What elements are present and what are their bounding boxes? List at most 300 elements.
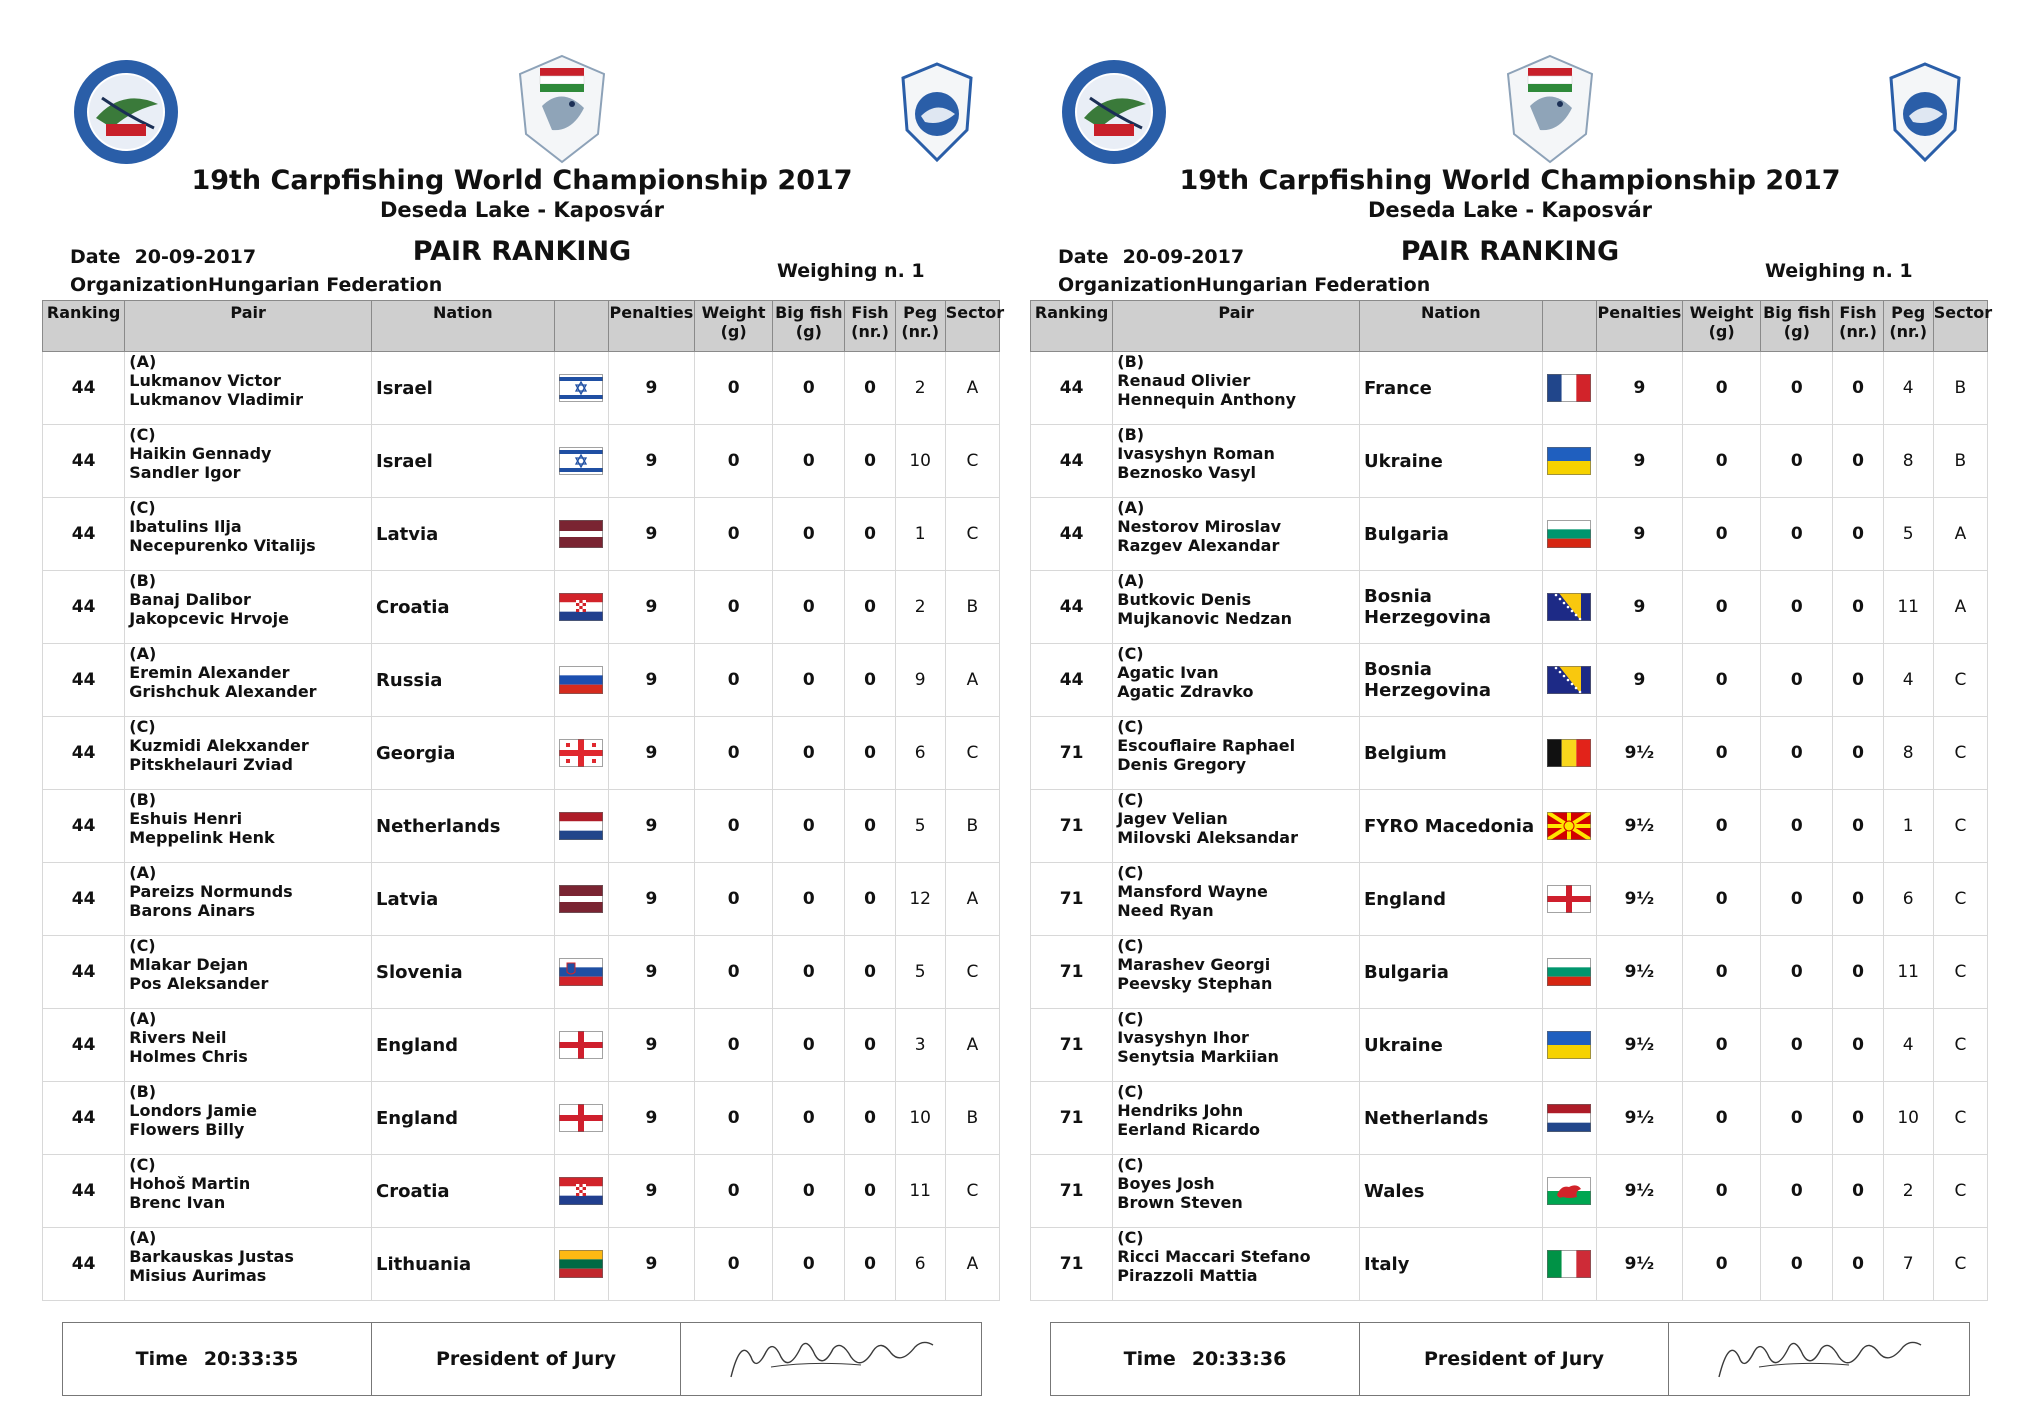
rank-cell: 44 xyxy=(43,571,125,644)
pair-group: (A) xyxy=(1117,498,1145,517)
header-flag xyxy=(554,301,608,352)
pair-member-2: Brown Steven xyxy=(1117,1193,1243,1212)
fish-cell: 0 xyxy=(1833,498,1883,571)
sector-cell: C xyxy=(945,717,999,790)
table-row xyxy=(43,644,1000,717)
penalties-cell: 9 xyxy=(1596,644,1682,717)
pair-cell xyxy=(1113,1155,1360,1228)
pair-cell xyxy=(125,644,372,717)
big-fish-cell: 0 xyxy=(1761,717,1833,790)
latvia-flag-icon xyxy=(559,520,603,548)
big-fish-cell: 0 xyxy=(773,863,845,936)
rank-cell: 44 xyxy=(1031,352,1113,425)
fish-cell: 0 xyxy=(845,498,895,571)
date-label: Date xyxy=(1058,246,1109,268)
time-label: Time xyxy=(135,1348,188,1370)
pair-member-1: Eshuis Henri xyxy=(129,809,243,828)
nation-cell: Croatia xyxy=(372,571,555,644)
table-row xyxy=(43,863,1000,936)
table-row xyxy=(43,425,1000,498)
pair-member-1: Boyes Josh xyxy=(1117,1174,1215,1193)
weight-cell: 0 xyxy=(1683,717,1761,790)
big-fish-cell: 0 xyxy=(773,1082,845,1155)
rank-cell: 71 xyxy=(1031,1228,1113,1301)
signature-icon xyxy=(711,1327,951,1392)
championship-logo-icon xyxy=(1500,50,1600,170)
pair-member-1: Haikin Gennady xyxy=(129,444,272,463)
nation-cell: Netherlands xyxy=(1360,1082,1543,1155)
ukraine-flag-icon xyxy=(1547,1031,1591,1059)
penalties-cell: 9 xyxy=(608,1228,694,1301)
nation-cell: Wales xyxy=(1360,1155,1543,1228)
table-row xyxy=(43,1009,1000,1082)
pair-member-2: Pos Aleksander xyxy=(129,974,269,993)
weight-cell: 0 xyxy=(695,1155,773,1228)
peg-cell: 5 xyxy=(1883,498,1933,571)
rank-cell: 44 xyxy=(1031,644,1113,717)
time-cell xyxy=(1051,1323,1360,1395)
pair-cell xyxy=(1113,352,1360,425)
fish-cell: 0 xyxy=(1833,790,1883,863)
slovenia-flag-icon xyxy=(559,958,603,986)
sector-cell: C xyxy=(1933,717,1987,790)
weight-cell: 0 xyxy=(695,863,773,936)
mohosz-logo-icon xyxy=(897,60,977,166)
pair-member-2: Barons Ainars xyxy=(129,901,256,920)
israel-flag-icon xyxy=(559,447,603,475)
peg-cell: 4 xyxy=(1883,1009,1933,1082)
flag-cell xyxy=(1542,863,1596,936)
table-header-row xyxy=(43,301,1000,352)
nation-cell: England xyxy=(372,1082,555,1155)
sector-cell: C xyxy=(945,498,999,571)
nation-cell: Ukraine xyxy=(1360,1009,1543,1082)
nation-cell: Ukraine xyxy=(1360,425,1543,498)
pair-cell xyxy=(1113,1082,1360,1155)
rank-cell: 44 xyxy=(43,352,125,425)
pair-member-2: Flowers Billy xyxy=(129,1120,245,1139)
fish-cell: 0 xyxy=(1833,571,1883,644)
pair-cell xyxy=(125,1228,372,1301)
sector-cell: C xyxy=(945,936,999,1009)
flag-cell xyxy=(1542,352,1596,425)
peg-cell: 10 xyxy=(1883,1082,1933,1155)
pair-member-2: Misius Aurimas xyxy=(129,1266,267,1285)
pair-member-2: Pirazzoli Mattia xyxy=(1117,1266,1258,1285)
flag-cell xyxy=(554,352,608,425)
organization-label: Organization xyxy=(70,274,209,296)
england-flag-icon xyxy=(559,1031,603,1059)
big-fish-cell: 0 xyxy=(1761,1228,1833,1301)
pair-member-1: Agatic Ivan xyxy=(1117,663,1219,682)
pair-group: (C) xyxy=(1117,1228,1144,1247)
weight-cell: 0 xyxy=(695,352,773,425)
header-pair: Pair xyxy=(125,301,372,352)
georgia-flag-icon xyxy=(559,739,603,767)
jury-label: President of Jury xyxy=(1424,1348,1604,1370)
header-fish: Fish (nr.) xyxy=(845,301,895,352)
big-fish-cell: 0 xyxy=(773,1155,845,1228)
rank-cell: 44 xyxy=(43,717,125,790)
pair-member-1: Barkauskas Justas xyxy=(129,1247,294,1266)
table-row xyxy=(43,1228,1000,1301)
pair-cell xyxy=(125,790,372,863)
organization-line xyxy=(1058,274,1430,296)
table-header-row xyxy=(1031,301,1988,352)
table-row xyxy=(1031,498,1988,571)
weight-cell: 0 xyxy=(695,425,773,498)
fish-cell: 0 xyxy=(845,790,895,863)
time-value: 20:33:35 xyxy=(203,1348,299,1370)
weighing-number: Weighing n. 1 xyxy=(777,260,925,282)
header-pair: Pair xyxy=(1113,301,1360,352)
penalties-cell: 9½ xyxy=(1596,863,1682,936)
weight-cell: 0 xyxy=(1683,1155,1761,1228)
weight-cell: 0 xyxy=(1683,352,1761,425)
pair-member-2: Hennequin Anthony xyxy=(1117,390,1297,409)
nation-cell: Bosnia Herzegovina xyxy=(1360,644,1543,717)
fish-cell: 0 xyxy=(1833,1155,1883,1228)
pair-member-2: Peevsky Stephan xyxy=(1117,974,1273,993)
signature-cell xyxy=(681,1323,981,1395)
date-value: 20-09-2017 xyxy=(1122,246,1245,268)
peg-cell: 2 xyxy=(895,352,945,425)
pair-member-2: Grishchuk Alexander xyxy=(129,682,317,701)
weighing-number: Weighing n. 1 xyxy=(1765,260,1913,282)
pair-group: (C) xyxy=(1117,717,1144,736)
fish-cell: 0 xyxy=(845,1009,895,1082)
fish-cell: 0 xyxy=(1833,717,1883,790)
flag-cell xyxy=(1542,1082,1596,1155)
rank-cell: 44 xyxy=(43,644,125,717)
peg-cell: 1 xyxy=(895,498,945,571)
flag-cell xyxy=(1542,936,1596,1009)
fish-cell: 0 xyxy=(1833,1082,1883,1155)
sector-cell: A xyxy=(945,863,999,936)
organization-value: Hungarian Federation xyxy=(208,274,443,296)
big-fish-cell: 0 xyxy=(773,1009,845,1082)
peg-cell: 10 xyxy=(895,425,945,498)
pair-member-1: Eremin Alexander xyxy=(129,663,290,682)
weight-cell: 0 xyxy=(1683,425,1761,498)
sector-cell: C xyxy=(1933,790,1987,863)
pair-group: (B) xyxy=(1117,352,1145,371)
weight-cell: 0 xyxy=(695,1009,773,1082)
sector-cell: B xyxy=(945,571,999,644)
rank-cell: 71 xyxy=(1031,1009,1113,1082)
pair-member-1: Pareizs Normunds xyxy=(129,882,293,901)
peg-cell: 6 xyxy=(1883,863,1933,936)
weight-cell: 0 xyxy=(695,571,773,644)
pair-group: (C) xyxy=(129,425,156,444)
weight-cell: 0 xyxy=(1683,498,1761,571)
peg-cell: 6 xyxy=(895,1228,945,1301)
jury-label: President of Jury xyxy=(436,1348,616,1370)
pair-cell xyxy=(125,425,372,498)
sector-cell: A xyxy=(945,644,999,717)
organization-value: Hungarian Federation xyxy=(1196,274,1431,296)
penalties-cell: 9 xyxy=(608,1155,694,1228)
bosnia-flag-icon xyxy=(1547,593,1591,621)
table-row xyxy=(1031,1082,1988,1155)
big-fish-cell: 0 xyxy=(1761,1155,1833,1228)
pair-group: (B) xyxy=(129,1082,157,1101)
rank-cell: 44 xyxy=(43,1155,125,1228)
peg-cell: 11 xyxy=(1883,936,1933,1009)
jury-cell xyxy=(1360,1323,1669,1395)
peg-cell: 8 xyxy=(1883,717,1933,790)
peg-cell: 5 xyxy=(895,790,945,863)
nation-cell: Latvia xyxy=(372,498,555,571)
pair-group: (C) xyxy=(1117,644,1144,663)
wales-flag-icon xyxy=(1547,1177,1591,1205)
pair-member-1: Rivers Neil xyxy=(129,1028,227,1047)
header-fish: Fish (nr.) xyxy=(1833,301,1883,352)
time-cell xyxy=(63,1323,372,1395)
penalties-cell: 9½ xyxy=(1596,1009,1682,1082)
header-weight: Weight (g) xyxy=(1683,301,1761,352)
sector-cell: B xyxy=(1933,352,1987,425)
pair-cell xyxy=(125,571,372,644)
pair-group: (C) xyxy=(129,1155,156,1174)
fish-cell: 0 xyxy=(1833,644,1883,717)
flag-cell xyxy=(1542,790,1596,863)
nation-cell: Lithuania xyxy=(372,1228,555,1301)
pair-member-2: Agatic Zdravko xyxy=(1117,682,1254,701)
pair-member-1: Ibatulins Ilja xyxy=(129,517,242,536)
fish-cell: 0 xyxy=(845,717,895,790)
peg-cell: 7 xyxy=(1883,1228,1933,1301)
flag-cell xyxy=(554,571,608,644)
flag-cell xyxy=(554,790,608,863)
flag-cell xyxy=(1542,425,1596,498)
weight-cell: 0 xyxy=(695,1082,773,1155)
pair-cell xyxy=(125,863,372,936)
signature-icon xyxy=(1699,1327,1939,1392)
peg-cell: 10 xyxy=(895,1082,945,1155)
pair-member-1: Jagev Velian xyxy=(1117,809,1228,828)
pair-member-1: Renaud Olivier xyxy=(1117,371,1251,390)
weight-cell: 0 xyxy=(1683,936,1761,1009)
pair-member-1: Mansford Wayne xyxy=(1117,882,1268,901)
ranking-table xyxy=(42,300,1005,1301)
pair-member-2: Sandler Igor xyxy=(129,463,241,482)
fish-cell: 0 xyxy=(845,1155,895,1228)
championship-title: 19th Carpfishing World Championship 2017 xyxy=(1179,165,1841,196)
rank-cell: 44 xyxy=(43,936,125,1009)
pair-cell xyxy=(1113,425,1360,498)
weight-cell: 0 xyxy=(695,644,773,717)
penalties-cell: 9 xyxy=(608,1082,694,1155)
table-row xyxy=(1031,571,1988,644)
big-fish-cell: 0 xyxy=(1761,498,1833,571)
rank-cell: 44 xyxy=(43,863,125,936)
nation-cell: Russia xyxy=(372,644,555,717)
pair-group: (C) xyxy=(1117,863,1144,882)
table-row xyxy=(43,717,1000,790)
penalties-cell: 9½ xyxy=(1596,1082,1682,1155)
mohosz-logo-icon xyxy=(1885,60,1965,166)
weight-cell: 0 xyxy=(1683,790,1761,863)
flag-cell xyxy=(1542,717,1596,790)
table-row xyxy=(1031,425,1988,498)
peg-cell: 3 xyxy=(895,1009,945,1082)
france-flag-icon xyxy=(1547,374,1591,402)
netherlands-flag-icon xyxy=(1547,1104,1591,1132)
weight-cell: 0 xyxy=(1683,571,1761,644)
peg-cell: 11 xyxy=(1883,571,1933,644)
fipsed-logo-icon xyxy=(72,58,180,166)
nation-cell: Bulgaria xyxy=(1360,498,1543,571)
sector-cell: C xyxy=(945,425,999,498)
pair-cell xyxy=(125,1155,372,1228)
rank-cell: 44 xyxy=(43,425,125,498)
russia-flag-icon xyxy=(559,666,603,694)
rank-cell: 44 xyxy=(43,790,125,863)
rank-cell: 44 xyxy=(1031,571,1113,644)
date-value: 20-09-2017 xyxy=(134,246,257,268)
penalties-cell: 9 xyxy=(608,571,694,644)
penalties-cell: 9 xyxy=(608,644,694,717)
weight-cell: 0 xyxy=(1683,1228,1761,1301)
rank-cell: 71 xyxy=(1031,790,1113,863)
big-fish-cell: 0 xyxy=(773,425,845,498)
rank-cell: 71 xyxy=(1031,1155,1113,1228)
sector-cell: C xyxy=(1933,644,1987,717)
header-big-fish: Big fish (g) xyxy=(1761,301,1833,352)
table-row xyxy=(43,1082,1000,1155)
nation-cell: Italy xyxy=(1360,1228,1543,1301)
big-fish-cell: 0 xyxy=(1761,1009,1833,1082)
header-weight: Weight (g) xyxy=(695,301,773,352)
nation-cell: Netherlands xyxy=(372,790,555,863)
pair-group: (A) xyxy=(129,352,157,371)
penalties-cell: 9 xyxy=(1596,571,1682,644)
pair-member-2: Lukmanov Vladimir xyxy=(129,390,303,409)
flag-cell xyxy=(1542,1009,1596,1082)
weight-cell: 0 xyxy=(1683,644,1761,717)
peg-cell: 4 xyxy=(1883,352,1933,425)
header-sector: Sector xyxy=(1933,301,1987,352)
ranking-sheet-right xyxy=(1030,0,1993,1428)
penalties-cell: 9 xyxy=(608,425,694,498)
peg-cell: 12 xyxy=(895,863,945,936)
flag-cell xyxy=(554,425,608,498)
fish-cell: 0 xyxy=(845,863,895,936)
belgium-flag-icon xyxy=(1547,739,1591,767)
pair-cell xyxy=(125,936,372,1009)
pair-cell xyxy=(125,498,372,571)
time-value: 20:33:36 xyxy=(1191,1348,1287,1370)
fish-cell: 0 xyxy=(845,425,895,498)
netherlands-flag-icon xyxy=(559,812,603,840)
header-peg: Peg (nr.) xyxy=(1883,301,1933,352)
rank-cell: 44 xyxy=(1031,498,1113,571)
date-line xyxy=(1058,246,1244,268)
rank-cell: 71 xyxy=(1031,863,1113,936)
penalties-cell: 9½ xyxy=(1596,936,1682,1009)
nation-cell: England xyxy=(372,1009,555,1082)
nation-cell: Bulgaria xyxy=(1360,936,1543,1009)
pair-member-1: Ivasyshyn Roman xyxy=(1117,444,1275,463)
peg-cell: 4 xyxy=(1883,644,1933,717)
date-line xyxy=(70,246,256,268)
championship-title: 19th Carpfishing World Championship 2017 xyxy=(191,165,853,196)
pair-member-1: Ricci Maccari Stefano xyxy=(1117,1247,1311,1266)
table-row xyxy=(43,571,1000,644)
croatia-flag-icon xyxy=(559,1177,603,1205)
weight-cell: 0 xyxy=(695,790,773,863)
nation-cell: Croatia xyxy=(372,1155,555,1228)
penalties-cell: 9½ xyxy=(1596,717,1682,790)
table-row xyxy=(1031,644,1988,717)
big-fish-cell: 0 xyxy=(1761,863,1833,936)
pair-cell xyxy=(1113,644,1360,717)
pair-cell xyxy=(1113,790,1360,863)
pair-member-2: Need Ryan xyxy=(1117,901,1214,920)
penalties-cell: 9½ xyxy=(1596,1155,1682,1228)
table-row xyxy=(43,498,1000,571)
pair-member-2: Beznosko Vasyl xyxy=(1117,463,1257,482)
italy-flag-icon xyxy=(1547,1250,1591,1278)
pair-member-2: Eerland Ricardo xyxy=(1117,1120,1261,1139)
rank-cell: 71 xyxy=(1031,1082,1113,1155)
header-penalties: Penalties xyxy=(1596,301,1682,352)
sector-cell: A xyxy=(945,352,999,425)
sector-cell: A xyxy=(1933,498,1987,571)
weight-cell: 0 xyxy=(1683,1082,1761,1155)
date-label: Date xyxy=(70,246,121,268)
table-row xyxy=(1031,1228,1988,1301)
weight-cell: 0 xyxy=(1683,863,1761,936)
organization-label: Organization xyxy=(1058,274,1197,296)
sector-cell: A xyxy=(1933,571,1987,644)
pair-group: (C) xyxy=(1117,1155,1144,1174)
championship-logo-icon xyxy=(512,50,612,170)
flag-cell xyxy=(1542,644,1596,717)
nation-cell: Slovenia xyxy=(372,936,555,1009)
header-flag xyxy=(1542,301,1596,352)
table-row xyxy=(43,352,1000,425)
flag-cell xyxy=(1542,498,1596,571)
pair-group: (A) xyxy=(1117,571,1145,590)
sector-cell: C xyxy=(1933,1155,1987,1228)
sector-cell: C xyxy=(1933,936,1987,1009)
peg-cell: 2 xyxy=(895,571,945,644)
pair-member-2: Mujkanovic Nedzan xyxy=(1117,609,1293,628)
header-ranking: Ranking xyxy=(1031,301,1113,352)
penalties-cell: 9 xyxy=(1596,425,1682,498)
ranking-sheet-left xyxy=(42,0,1005,1428)
pair-group: (C) xyxy=(129,717,156,736)
flag-cell xyxy=(554,644,608,717)
penalties-cell: 9 xyxy=(1596,352,1682,425)
big-fish-cell: 0 xyxy=(773,644,845,717)
nation-cell: Israel xyxy=(372,425,555,498)
macedonia-flag-icon xyxy=(1547,812,1591,840)
penalties-cell: 9 xyxy=(608,352,694,425)
penalties-cell: 9 xyxy=(1596,498,1682,571)
bulgaria-flag-icon xyxy=(1547,520,1591,548)
nation-cell: France xyxy=(1360,352,1543,425)
pair-cell xyxy=(1113,863,1360,936)
sector-cell: C xyxy=(1933,1228,1987,1301)
pair-group: (C) xyxy=(1117,1009,1144,1028)
flag-cell xyxy=(554,1082,608,1155)
pair-cell xyxy=(125,352,372,425)
flag-cell xyxy=(1542,1155,1596,1228)
pair-member-2: Pitskhelauri Zviad xyxy=(129,755,293,774)
